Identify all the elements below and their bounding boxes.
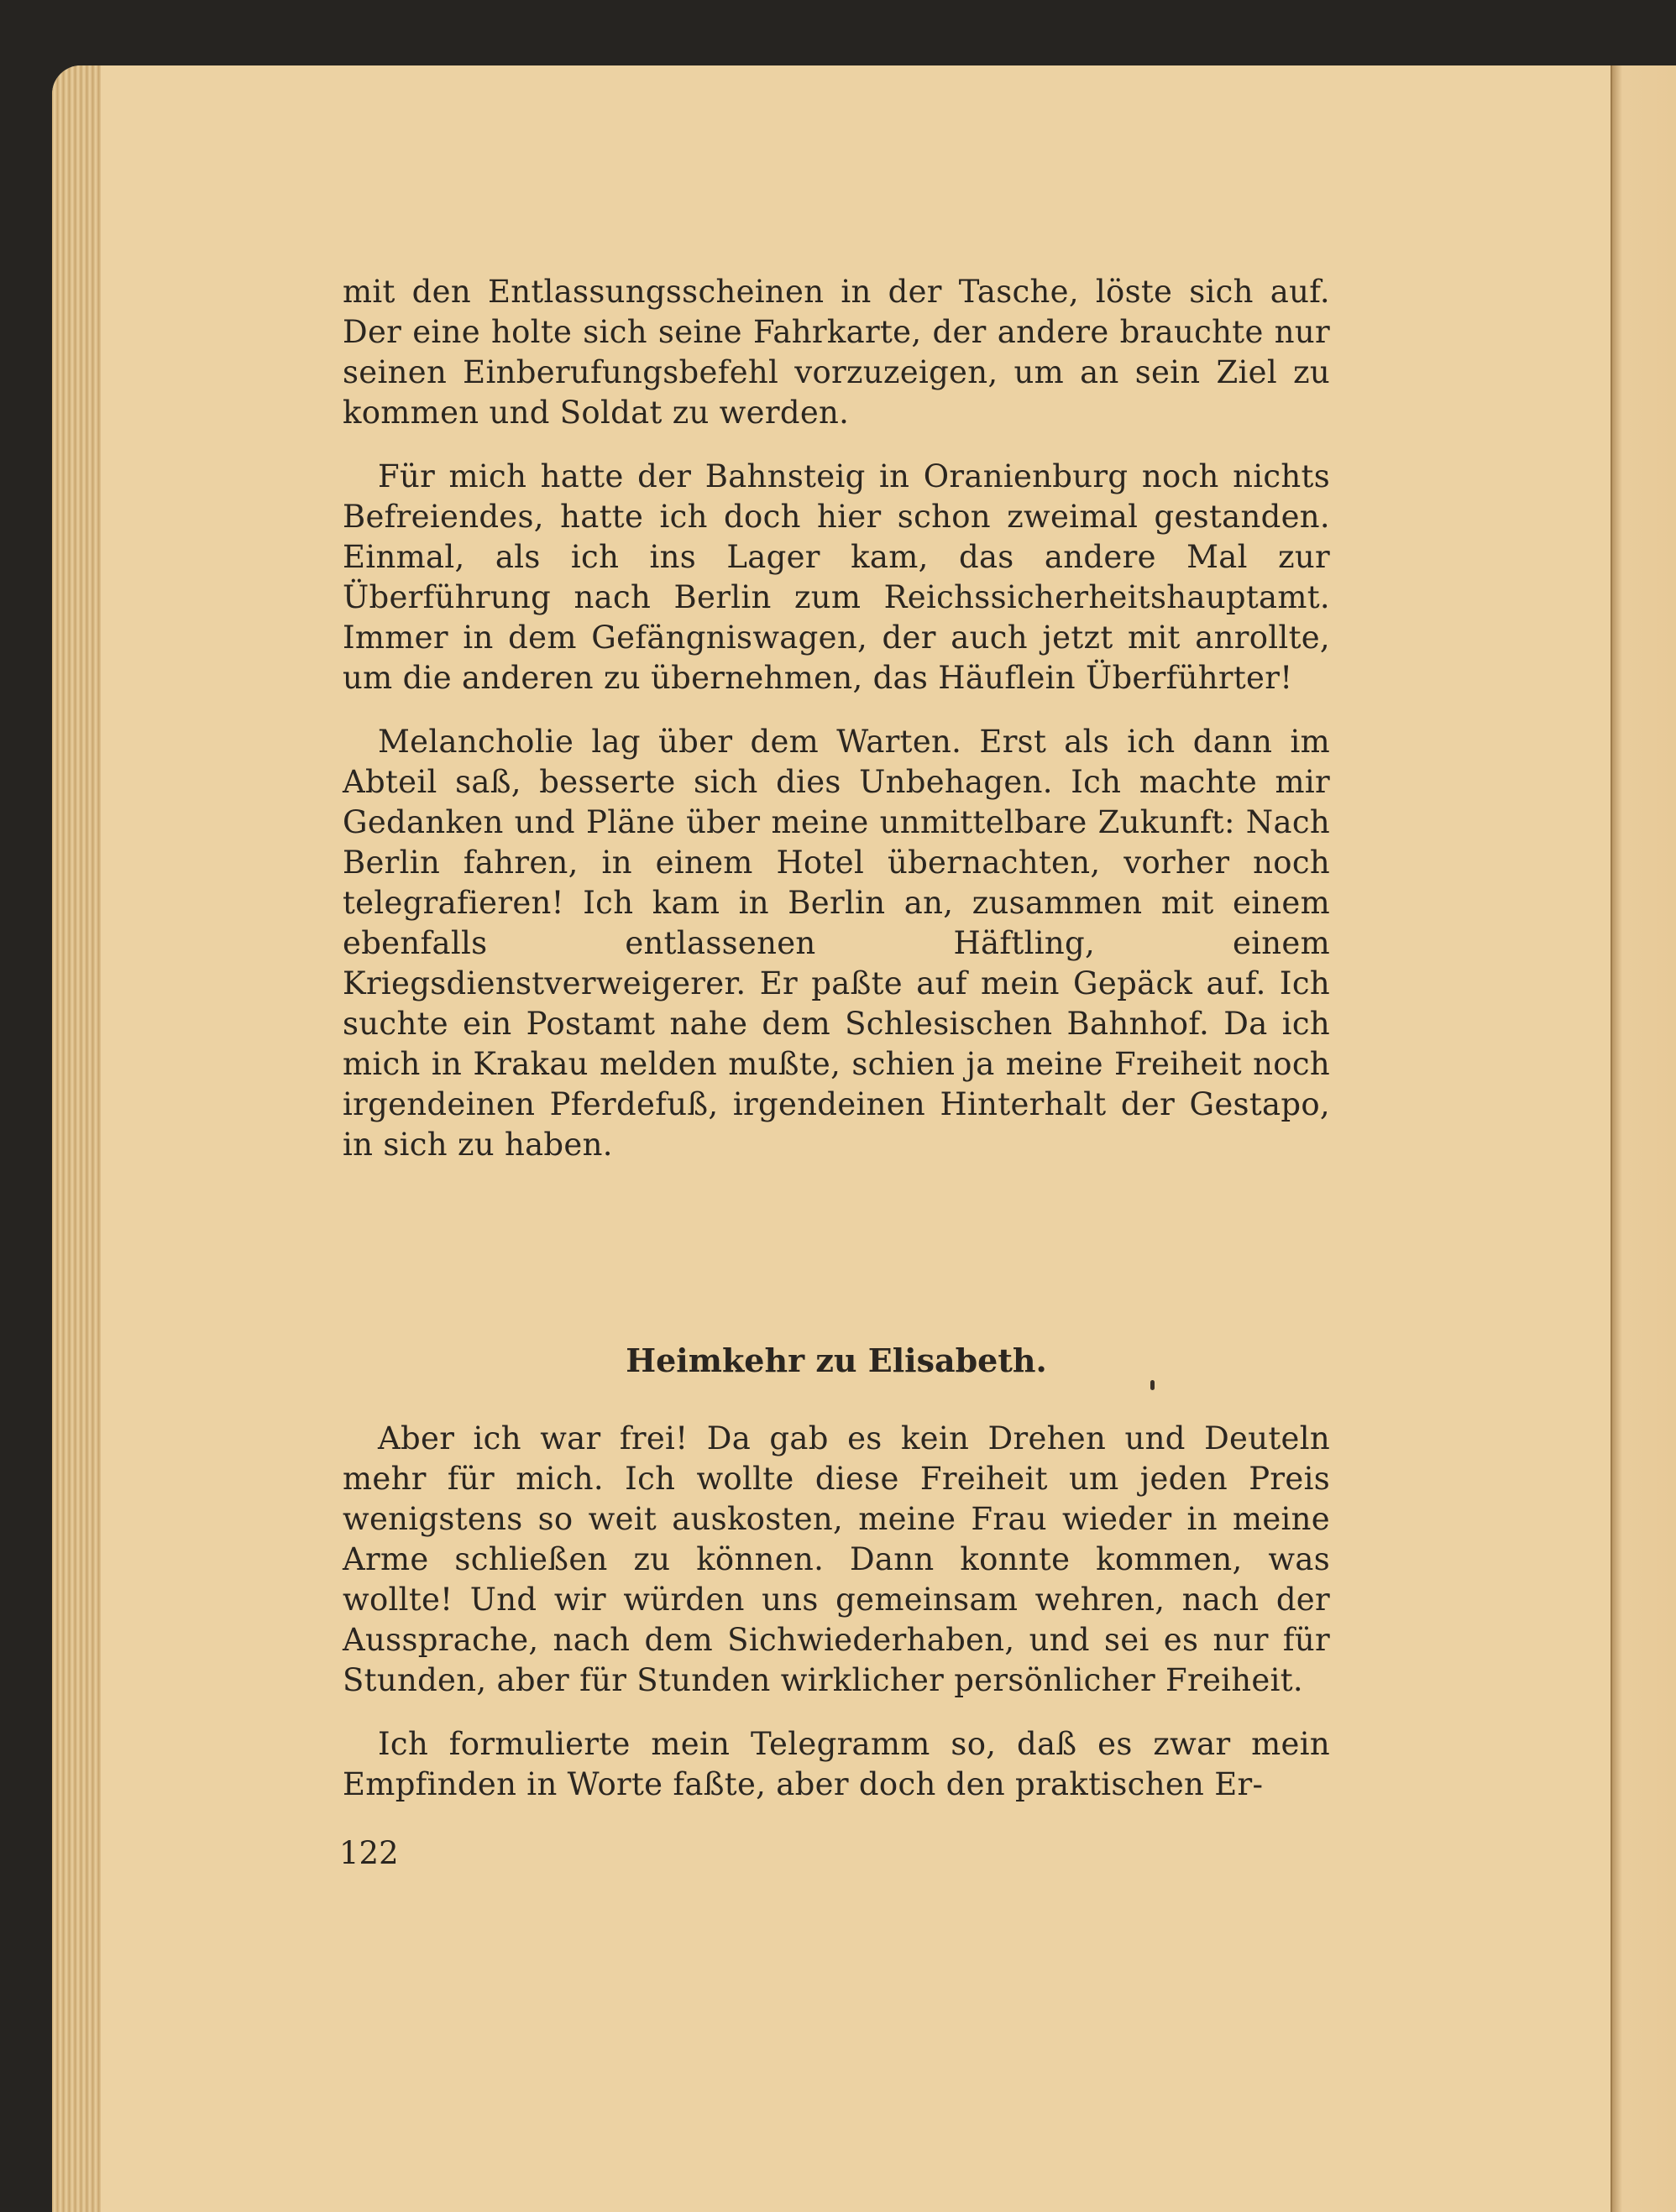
paragraph: Für mich hatte der Bahnsteig in Oranienburg noch nichts Befreiendes, hatte ich doch hier schon zweimal gestanden. Einmal, als ich ins Lager kam, das andere Mal zur Überführung nach Berlin zum Reichssicherheitshauptamt. Immer in dem Gefängniswagen, der auch jetzt mit anrollte, um die anderen zu übernehmen, das Häuflein Überführter! [343, 458, 1330, 696]
paragraph: Melancholie lag über dem Warten. Erst als ich dann im Abteil saß, besserte sich dies Unbehagen. Ich machte mir Gedanken und Pläne über meine unmittelbare Zukunft: Nach Berlin fahren, in einem Hotel übernachten, vorher noch telegrafieren! Ich kam in Berlin an, zusammen mit einem ebenfalls entlassenen Häftling, einem Kriegsdienstverweigerer. Er paßte auf mein Gepäck auf. Ich suchte ein Postamt nahe dem Schlesischen Bahnhof. Da ich mich in Krakau melden mußte, schien ja meine Freiheit noch irgendeinen Pferdefuß, irgendeinen Hinterhalt der Gestapo, in sich zu haben. [343, 724, 1330, 1163]
page-number: 122 [339, 1835, 399, 1871]
text-block-2 [343, 1419, 1330, 1805]
paragraph: mit den Entlassungsscheinen in der Tasche, löste sich auf. Der eine holte sich seine Fahrkarte, der andere brauchte nur seinen Einberufungsbefehl vorzuzeigen, um an sein Ziel zu kommen und Soldat zu werden. [343, 274, 1330, 431]
ink-speck [1150, 1380, 1155, 1390]
paragraph: Ich formulierte mein Telegramm so, daß es zwar mein Empfinden in Worte faßte, aber doch den praktischen Er- [343, 1726, 1330, 1802]
paragraph: Aber ich war frei! Da gab es kein Drehen und Deuteln mehr für mich. Ich wollte diese Freiheit um jeden Preis wenigstens so weit auskosten, meine Frau wieder in meine Arme schließen zu können. Dann konnte kommen, was wollte! Und wir würden uns gemeinsam wehren, nach der Aussprache, nach dem Sichwiederhaben, und sei es nur für Stunden, aber für Stunden wirklicher persönlicher Freiheit. [343, 1420, 1330, 1698]
next-page-edge [1611, 65, 1676, 2212]
page-edges [52, 65, 101, 2212]
text-block-1 [343, 272, 1330, 1165]
section-heading: Heimkehr zu Elisabeth. [626, 1341, 1047, 1379]
